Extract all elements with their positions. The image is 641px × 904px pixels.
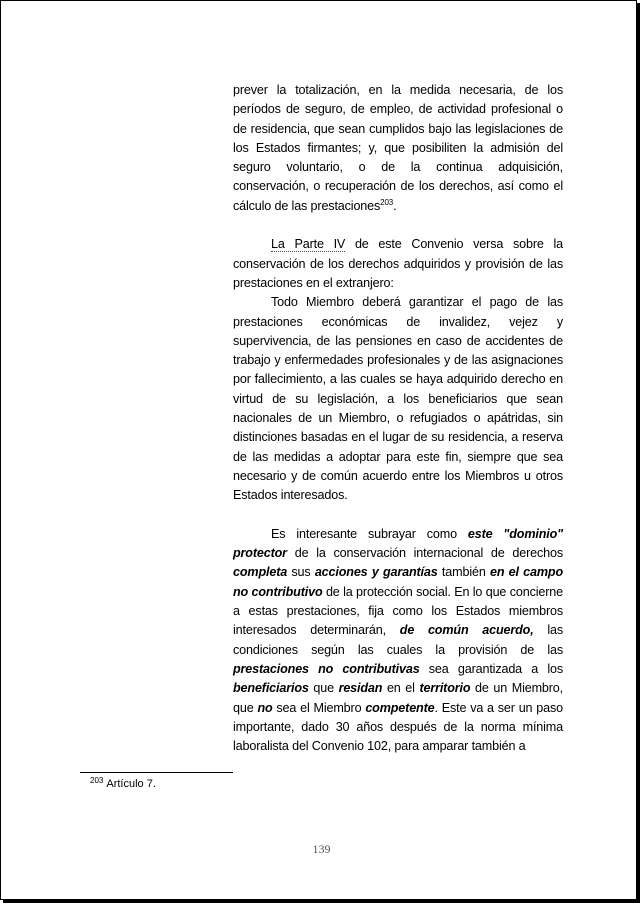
body-text xyxy=(233,81,563,756)
paragraph-2: La Parte IV de este Convenio versa sobre la conservación de los derechos adquiridos y provisión de las prestaciones en el extranjero: xyxy=(233,237,563,290)
paragraph-4: Es interesante subrayar como este "dominio" protector de la conservación internacional de derechos completa sus acciones y garantías también en el campo no contributivo de la protección social. En lo que concierne a estas prestaciones, fija como los Estados miembros interesados determinarán, de común acuerdo, las condiciones según las cuales la provisión de las prestaciones no contributivas sea garantizada a los beneficiarios que residan en el territorio de un Miembro, que no sea el Miembro competente. Este va a ser un paso importante, dado 30 años después de la norma mínima laboralista del Convenio 102, para amparar también a xyxy=(233,526,564,754)
parte-iv-link[interactable]: La Parte IV xyxy=(271,237,346,252)
paragraph-1: prever la totalización, en la medida necesaria, de los períodos de seguro, de empleo, de actividad profesional o de residencia, que sean cumplidos bajo las legislaciones de los Estados firmantes; y, que posibiliten la admisión del seguro voluntario, o de la continua adquisición, conservación, o recuperación de los derechos, así como el cálculo de las prestaciones$^{203}$. xyxy=(233,83,563,213)
paragraph-3-quote: Todo Miembro deberá garantizar el pago de las prestaciones económicas de invalidez, vejez y supervivencia, de las pensiones en caso de accidentes de trabajo y enfermedades profesionales y de las asignaciones por fallecimiento, a las cuales se haya adquirido derecho en virtud de su legislación, a los beneficiarios que sean nacionales de un Miembro, o refugiados o apátridas, sin distinciones basadas en el lugar de su residencia, a reserva de las medidas a adoptar para este fin, siempre que sea necesario y de común acuerdo entre los Miembros u otros Estados interesados. xyxy=(233,295,563,503)
page-number: 139 xyxy=(312,842,331,856)
footnote-number: 203 xyxy=(90,776,104,785)
footnote xyxy=(90,778,156,790)
footnote-text: Artículo 7. xyxy=(106,778,156,790)
footnote-separator xyxy=(80,772,233,773)
footnote-ref[interactable]: 203 xyxy=(380,197,394,207)
